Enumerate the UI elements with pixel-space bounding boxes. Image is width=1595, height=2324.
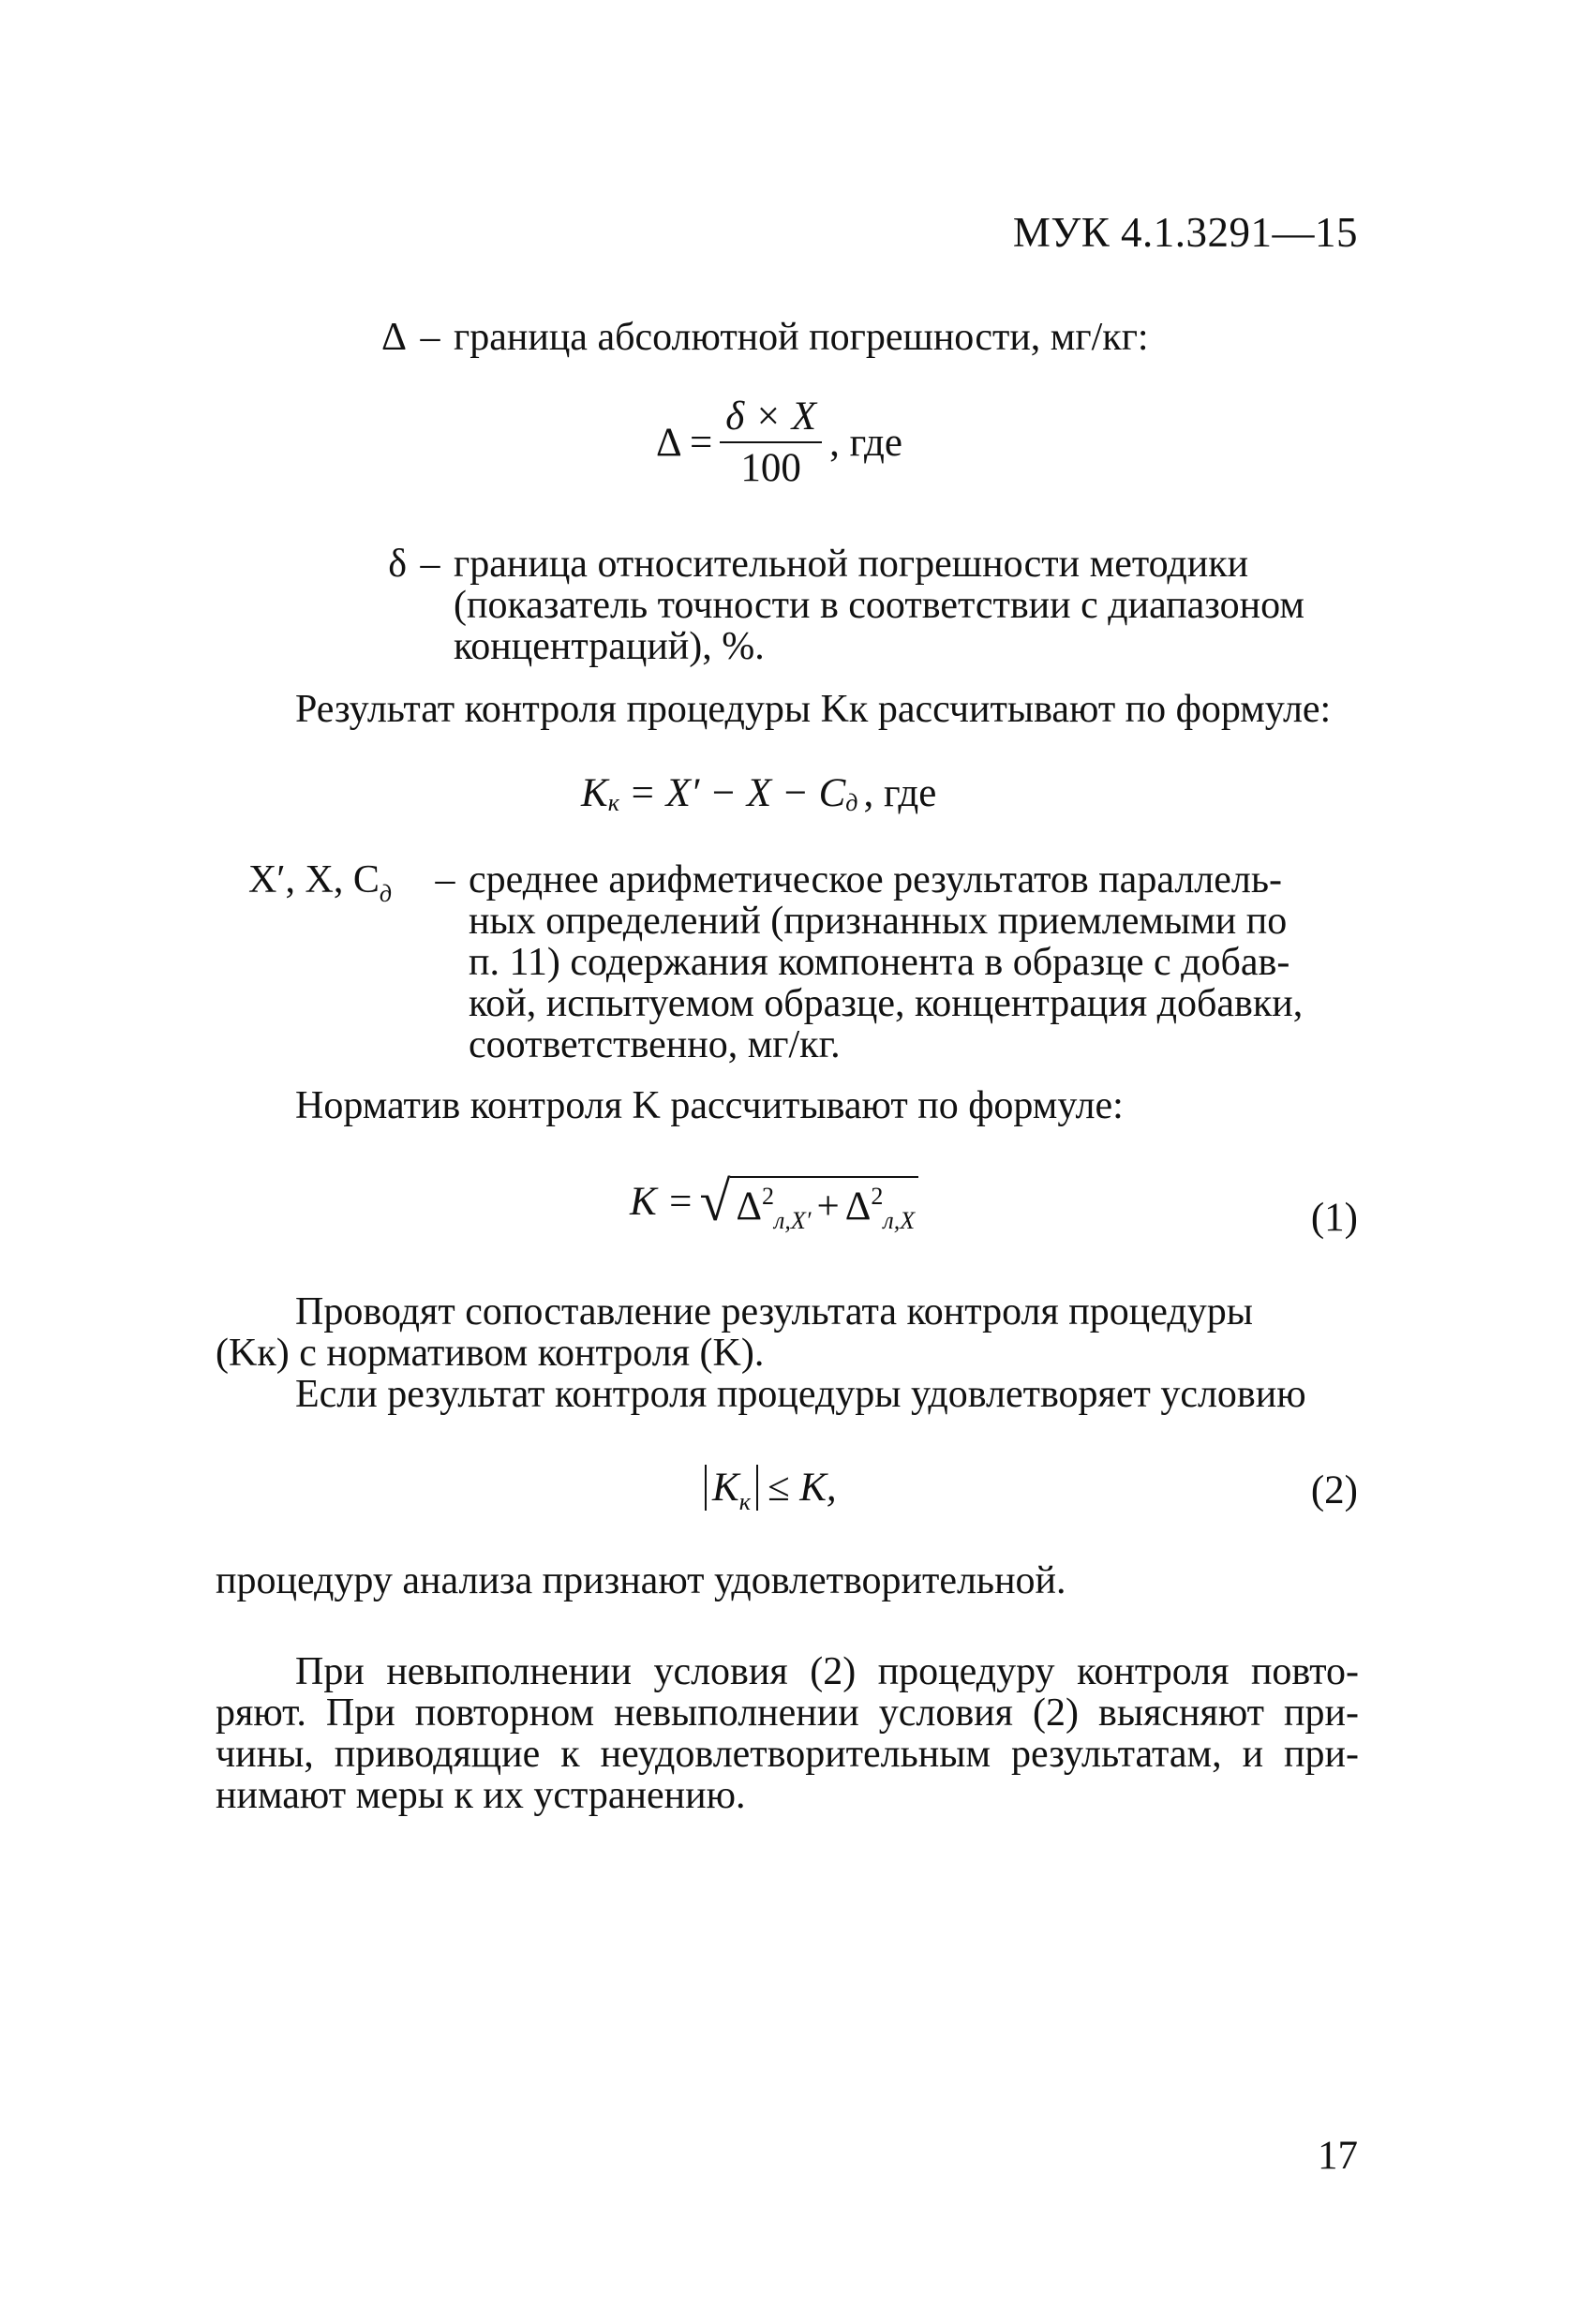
paragraph-compare: [216, 1291, 1359, 1374]
paragraph-line: При невыполнении условия (2) процедуру контроля повто-: [295, 1650, 1359, 1693]
sqrt-sign: √: [699, 1170, 731, 1232]
definition-symbol-text: X′, X, C: [248, 858, 380, 901]
formula-lhs: K: [581, 771, 608, 815]
definition-symbol: Δ: [380, 316, 407, 359]
formula-delta: [656, 394, 902, 491]
abs-subscript: к: [738, 1488, 751, 1515]
definition-dash: –: [435, 858, 455, 901]
term2-subscript: л,X: [883, 1207, 916, 1234]
definition-delta-abs: [379, 317, 1149, 358]
formula-kk: [581, 770, 936, 816]
equation-number-1: (1): [1310, 1196, 1358, 1240]
document-id-header: МУК 4.1.3291—15: [1012, 209, 1358, 256]
paragraph-line: ряют. При повторном невыполнении условия (2) выясняют при-: [216, 1691, 1359, 1735]
formula-fraction: [720, 394, 822, 491]
formula-lhs-subscript: к: [607, 788, 619, 816]
definition-text: [454, 544, 1353, 667]
formula-rhs-subscript: д: [845, 788, 858, 816]
fraction-numerator: δ × X: [720, 394, 822, 443]
paragraph-condition-intro: Если результат контроля процедуры удовлетворяет условию: [295, 1373, 1306, 1416]
definition-text: граница абсолютной погрешности, мг/кг:: [454, 316, 1149, 359]
formula-condition: [705, 1465, 837, 1515]
paragraph-accept: процедуру анализа признают удовлетворительной.: [216, 1559, 1066, 1602]
formula-relation: ≤ K,: [767, 1466, 837, 1510]
paragraph-line: (Kк) с нормативом контроля (K).: [216, 1332, 765, 1375]
definition-symbol-subscript: д: [379, 880, 393, 907]
term1-superscript: 2: [762, 1183, 775, 1210]
term1-base: Δ: [736, 1184, 763, 1229]
definition-line: кой, испытуемом образце, концентрация добавки,: [469, 982, 1304, 1025]
formula-tail: , где: [829, 420, 903, 465]
definition-text: [469, 859, 1364, 1065]
definition-line: (показатель точности в соответствии с диапазоном: [454, 584, 1304, 627]
definition-symbol: δ: [388, 543, 407, 586]
definition-delta-rel: [379, 544, 1353, 667]
paragraph-norm-intro: Норматив контроля K рассчитывают по формуле:: [295, 1084, 1124, 1127]
formula-lhs: Δ =: [656, 420, 713, 465]
definition-dash: –: [420, 543, 440, 586]
formula-rhs: = X′ − X − C: [628, 771, 846, 815]
term2-base: Δ: [844, 1184, 872, 1229]
term2-superscript: 2: [871, 1183, 884, 1210]
definition-line: ных определений (признанных приемлемыми по: [469, 900, 1288, 943]
page-number: 17: [1318, 2134, 1358, 2178]
sqrt-expression: [699, 1170, 918, 1234]
abs-variable: K: [712, 1466, 739, 1510]
paragraph-line: нимают меры к их устранению.: [216, 1774, 746, 1817]
paragraph-kk-intro: Результат контроля процедуры Kк рассчитывают по формуле:: [295, 688, 1332, 731]
definition-line: концентраций), %.: [454, 625, 765, 668]
fraction-denominator: 100: [740, 446, 801, 490]
formula-k: [630, 1170, 918, 1234]
sqrt-radicand: [730, 1176, 918, 1234]
definition-line: граница относительной погрешности методики: [454, 543, 1249, 586]
definition-line: п. 11) содержания компонента в образце с добав-: [469, 941, 1290, 984]
term1-subscript: л,X′: [774, 1207, 812, 1234]
absolute-value: [705, 1465, 758, 1515]
definition-line: среднее арифметическое результатов параллель-: [469, 858, 1282, 901]
definition-vars: [248, 859, 1364, 1065]
formula-tail: , где: [863, 771, 937, 815]
definition-line: соответственно, мг/кг.: [469, 1023, 841, 1066]
definition-dash: –: [420, 316, 440, 359]
plus-sign: +: [816, 1184, 840, 1229]
definition-symbol: [248, 859, 422, 905]
formula-lhs: K =: [630, 1179, 694, 1224]
paragraph-line: чины, приводящие к неудовлетворительным результатам, и при-: [216, 1733, 1359, 1776]
equation-number-2: (2): [1310, 1468, 1358, 1512]
paragraph-line: Проводят сопоставление результата контроля процедуры: [295, 1290, 1253, 1333]
paragraph-fail: [216, 1651, 1359, 1816]
